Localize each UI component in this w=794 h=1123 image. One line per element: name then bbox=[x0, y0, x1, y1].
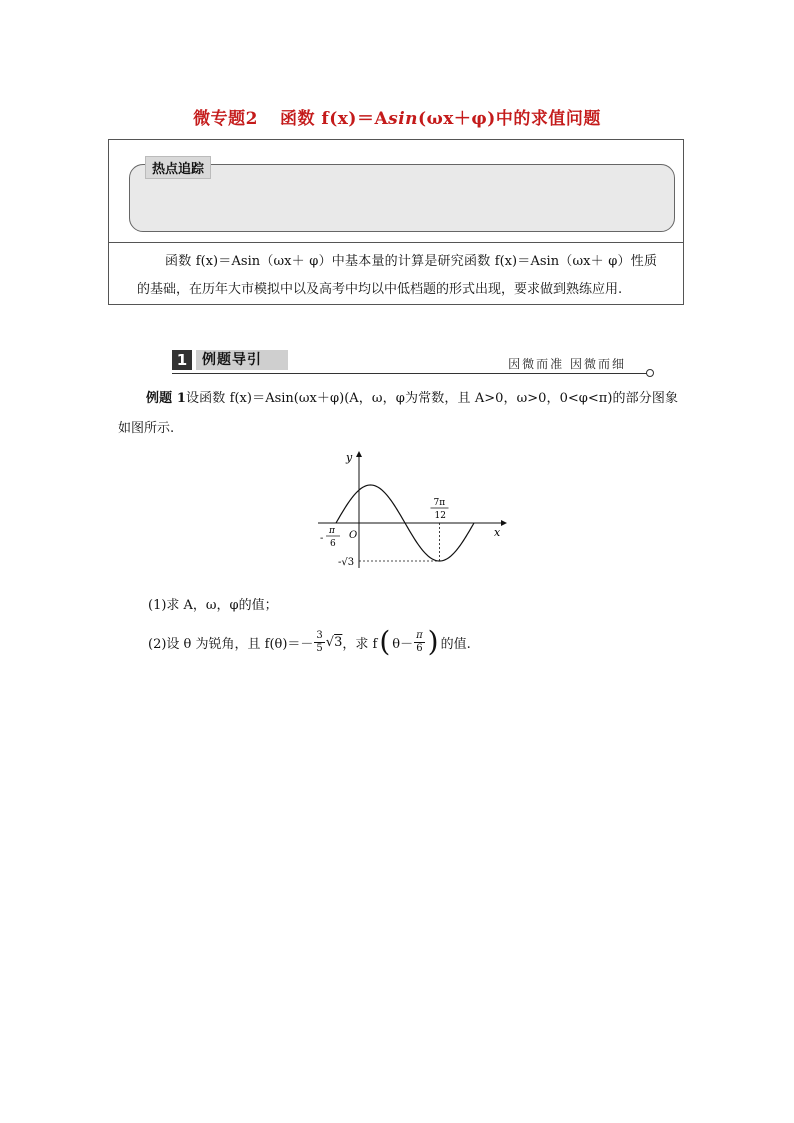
hotspot-tag: 热点追踪 bbox=[145, 156, 211, 179]
left-tick-sign: - bbox=[320, 533, 324, 544]
y-min-label: -√3 bbox=[338, 557, 355, 568]
q2-paren-open: ( bbox=[379, 625, 391, 658]
hotspot-text: 函数 f(x)＝Asin（ωx＋ φ）中基本量的计算是研究函数 f(x)＝Asin（ωx＋ φ）性质的基础，在历年大市模拟中以及高考中均以中低档题的形式出现，要求做到熟练应用. bbox=[137, 254, 657, 297]
title-main: 微专题2 bbox=[193, 109, 258, 129]
x-axis-label: x bbox=[494, 526, 501, 539]
function-graph bbox=[316, 448, 516, 572]
section-rule-end-dot bbox=[646, 369, 654, 377]
origin-label: O bbox=[349, 530, 358, 541]
min-tick-num: 7π bbox=[433, 498, 446, 508]
y-axis-label: y bbox=[346, 451, 353, 464]
q2-fraction: $\frac{3}{5}$ bbox=[316, 629, 323, 654]
hotspot-box bbox=[108, 139, 684, 305]
example-body: 设函数 f(x)＝Asin(ωx＋φ)(A，ω，φ为常数，且 A>0，ω>0，0<φ<π)的部分图象如图所示. bbox=[118, 391, 678, 436]
left-tick-num: π bbox=[329, 526, 335, 536]
hotspot-divider bbox=[109, 242, 683, 243]
section-header bbox=[172, 347, 654, 375]
example-label: 例题 1 bbox=[146, 391, 186, 406]
min-tick-den: 12 bbox=[434, 511, 446, 521]
q2-paren-close: ) bbox=[427, 625, 439, 658]
section-label: 例题导引 bbox=[196, 350, 288, 370]
question-1: (1)求 A，ω，φ的值； bbox=[148, 598, 278, 613]
left-tick-den: 6 bbox=[330, 539, 336, 549]
section-rule bbox=[172, 373, 650, 374]
section-motto: 因微而准 因微而细 bbox=[508, 357, 626, 371]
example-text bbox=[118, 384, 678, 444]
q2-inner-fraction: $\frac{\pi}{6}$ bbox=[416, 629, 423, 654]
page-title bbox=[0, 104, 794, 129]
section-number: 1 bbox=[172, 350, 192, 370]
title-sub: 函数 f(x)＝Asin(ωx＋φ)中的求值问题 bbox=[280, 109, 601, 129]
question-2: (2)设 θ 为锐角，且 f(θ)＝－ $\frac{3}{5}$ √3 ，求 f ( θ－ $\frac{\pi}{6}$ ) 的值. bbox=[148, 625, 471, 658]
